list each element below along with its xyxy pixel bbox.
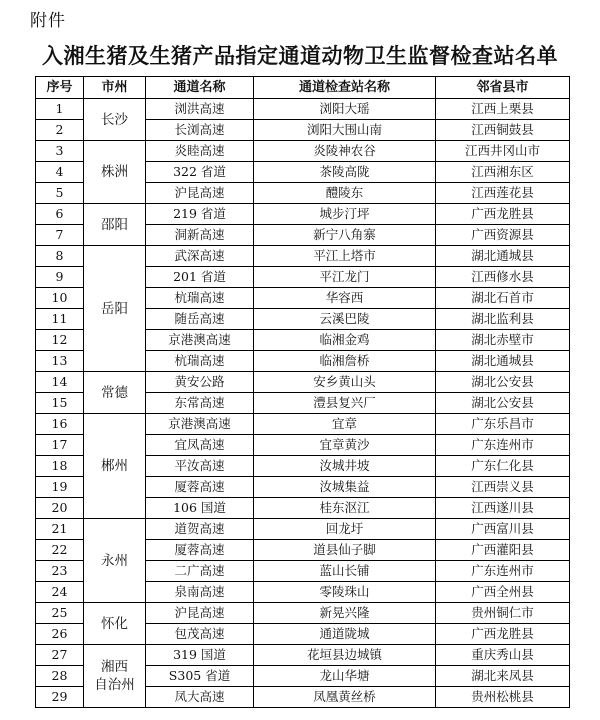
neighbor-county: 江西莲花县	[436, 183, 570, 204]
checkpoint-name: 临湘詹桥	[254, 351, 436, 372]
row-index: 14	[36, 372, 84, 393]
row-index: 7	[36, 225, 84, 246]
checkpoint-name: 通道陇城	[254, 624, 436, 645]
channel-name: 二广高速	[146, 561, 254, 582]
neighbor-county: 贵州松桃县	[436, 687, 570, 708]
neighbor-county: 湖北来凤县	[436, 666, 570, 687]
neighbor-county: 湖北通城县	[436, 246, 570, 267]
city-name: 怀化	[101, 615, 128, 632]
city-cell	[84, 246, 146, 372]
table-row	[36, 204, 570, 225]
channel-name: 随岳高速	[146, 309, 254, 330]
checkpoint-name: 汝城集益	[254, 477, 436, 498]
row-index: 2	[36, 120, 84, 141]
channel-name: 东常高速	[146, 393, 254, 414]
neighbor-county: 江西井冈山市	[436, 141, 570, 162]
neighbor-county: 湖北公安县	[436, 372, 570, 393]
channel-name: 厦蓉高速	[146, 540, 254, 561]
neighbor-county: 广西全州县	[436, 582, 570, 603]
row-index: 21	[36, 519, 84, 540]
city-name: 郴州	[101, 458, 128, 474]
row-index: 12	[36, 330, 84, 351]
checkpoint-name: 龙山华塘	[254, 666, 436, 687]
checkpoint-name: 云溪巴陵	[254, 309, 436, 330]
checkpoint-name: 浏阳大瑶	[254, 99, 436, 120]
checkpoint-name: 炎陵神农谷	[254, 141, 436, 162]
row-index: 28	[36, 666, 84, 687]
table-row	[36, 519, 570, 540]
checkpoint-name: 城步汀坪	[254, 204, 436, 225]
channel-name: 炎睦高速	[146, 141, 254, 162]
city-cell	[84, 645, 146, 708]
channel-name: 平汝高速	[146, 456, 254, 477]
channel-name: 319 国道	[146, 645, 254, 666]
table-row	[36, 246, 570, 267]
channel-name: 219 省道	[146, 204, 254, 225]
channel-name: 京港澳高速	[146, 414, 254, 435]
row-index: 16	[36, 414, 84, 435]
city-cell	[84, 519, 146, 603]
row-index: 29	[36, 687, 84, 708]
table-row	[36, 141, 570, 162]
row-index: 23	[36, 561, 84, 582]
row-index: 1	[36, 99, 84, 120]
table-row	[36, 603, 570, 624]
neighbor-county: 广西灌阳县	[436, 540, 570, 561]
checkpoint-name: 回龙圩	[254, 519, 436, 540]
document-title: 入湘生猪及生猪产品指定通道动物卫生监督检查站名单	[42, 43, 558, 68]
channel-name: 沪昆高速	[146, 183, 254, 204]
channel-name: 黄安公路	[146, 372, 254, 393]
channel-name: 宜凤高速	[146, 435, 254, 456]
checkpoint-name: 新晃兴隆	[254, 603, 436, 624]
neighbor-county: 广东连州市	[436, 435, 570, 456]
channel-name: 京港澳高速	[146, 330, 254, 351]
row-index: 8	[36, 246, 84, 267]
checkpoint-table	[35, 76, 570, 708]
neighbor-county: 江西遂川县	[436, 498, 570, 519]
checkpoint-name: 零陵珠山	[254, 582, 436, 603]
checkpoint-name: 安乡黄山头	[254, 372, 436, 393]
checkpoint-name: 宜章	[254, 414, 436, 435]
table-row	[36, 99, 570, 120]
city-name: 邵阳	[101, 216, 128, 233]
checkpoint-name: 茶陵高陇	[254, 162, 436, 183]
row-index: 18	[36, 456, 84, 477]
channel-name: 洞新高速	[146, 225, 254, 246]
channel-name: 浏洪高速	[146, 99, 254, 120]
city-name: 永州	[101, 552, 128, 569]
checkpoint-name: 澧县复兴厂	[254, 393, 436, 414]
city-name: 自治州	[94, 677, 135, 693]
neighbor-county: 江西崇义县	[436, 477, 570, 498]
channel-name: 凤大高速	[146, 687, 254, 708]
city-cell	[84, 204, 146, 246]
checkpoint-name: 花垣县边城镇	[254, 645, 436, 666]
row-index: 15	[36, 393, 84, 414]
city-name: 岳阳	[101, 300, 128, 317]
neighbor-county: 重庆秀山县	[436, 645, 570, 666]
header-index: 序号	[36, 77, 84, 99]
row-index: 9	[36, 267, 84, 288]
attachment-label: 附件	[30, 11, 66, 31]
channel-name: 包茂高速	[146, 624, 254, 645]
channel-name: 201 省道	[146, 267, 254, 288]
row-index: 6	[36, 204, 84, 225]
channel-name: 杭瑞高速	[146, 288, 254, 309]
neighbor-county: 广东乐昌市	[436, 414, 570, 435]
table-row	[36, 414, 570, 435]
channel-name: S305 省道	[146, 666, 254, 687]
row-index: 5	[36, 183, 84, 204]
row-index: 10	[36, 288, 84, 309]
row-index: 13	[36, 351, 84, 372]
city-name: 株洲	[101, 164, 128, 180]
table-row	[36, 372, 570, 393]
neighbor-county: 湖北公安县	[436, 393, 570, 414]
city-cell	[84, 603, 146, 645]
neighbor-county: 广西龙胜县	[436, 204, 570, 225]
neighbor-county: 湖北通城县	[436, 351, 570, 372]
checkpoint-name: 汝城井坡	[254, 456, 436, 477]
checkpoint-name: 宜章黄沙	[254, 435, 436, 456]
row-index: 4	[36, 162, 84, 183]
channel-name: 沪昆高速	[146, 603, 254, 624]
checkpoint-name: 平江龙门	[254, 267, 436, 288]
checkpoint-name: 道县仙子脚	[254, 540, 436, 561]
row-index: 27	[36, 645, 84, 666]
channel-name: 厦蓉高速	[146, 477, 254, 498]
city-cell	[84, 414, 146, 519]
neighbor-county: 广西龙胜县	[436, 624, 570, 645]
checkpoint-name: 浏阳大围山南	[254, 120, 436, 141]
channel-name: 杭瑞高速	[146, 351, 254, 372]
table-row	[36, 645, 570, 666]
neighbor-county: 广东连州市	[436, 561, 570, 582]
header-city: 市州	[84, 77, 146, 99]
row-index: 22	[36, 540, 84, 561]
channel-name: 道贺高速	[146, 519, 254, 540]
header-neighbor-county: 邻省县市	[436, 77, 570, 99]
neighbor-county: 江西修水县	[436, 267, 570, 288]
city-cell	[84, 99, 146, 141]
channel-name: 322 省道	[146, 162, 254, 183]
city-name: 湘西	[101, 659, 128, 675]
neighbor-county: 江西铜鼓县	[436, 120, 570, 141]
neighbor-county: 湖北监利县	[436, 309, 570, 330]
row-index: 24	[36, 582, 84, 603]
row-index: 20	[36, 498, 84, 519]
neighbor-county: 广东仁化县	[436, 456, 570, 477]
neighbor-county: 广西资源县	[436, 225, 570, 246]
city-name: 长沙	[101, 111, 128, 128]
checkpoint-name: 蓝山长铺	[254, 561, 436, 582]
checkpoint-name: 平江上塔市	[254, 246, 436, 267]
header-channel-name: 通道名称	[146, 77, 254, 99]
checkpoint-name: 桂东沤江	[254, 498, 436, 519]
checkpoint-name: 凤凰黄丝桥	[254, 687, 436, 708]
checkpoint-name: 醴陵东	[254, 183, 436, 204]
table-body	[36, 99, 570, 708]
neighbor-county: 湖北石首市	[436, 288, 570, 309]
channel-name: 泉南高速	[146, 582, 254, 603]
channel-name: 长浏高速	[146, 120, 254, 141]
city-cell	[84, 372, 146, 414]
city-cell	[84, 141, 146, 204]
row-index: 26	[36, 624, 84, 645]
neighbor-county: 江西湘东区	[436, 162, 570, 183]
row-index: 11	[36, 309, 84, 330]
checkpoint-name: 华容西	[254, 288, 436, 309]
table-header-row	[36, 77, 570, 99]
row-index: 17	[36, 435, 84, 456]
row-index: 25	[36, 603, 84, 624]
checkpoint-name: 新宁八角寨	[254, 225, 436, 246]
checkpoint-name: 临湘金鸡	[254, 330, 436, 351]
neighbor-county: 广西富川县	[436, 519, 570, 540]
neighbor-county: 江西上栗县	[436, 99, 570, 120]
channel-name: 武深高速	[146, 246, 254, 267]
neighbor-county: 贵州铜仁市	[436, 603, 570, 624]
channel-name: 106 国道	[146, 498, 254, 519]
row-index: 19	[36, 477, 84, 498]
city-name: 常德	[101, 384, 128, 401]
row-index: 3	[36, 141, 84, 162]
header-checkpoint-name: 通道检查站名称	[254, 77, 436, 99]
neighbor-county: 湖北赤壁市	[436, 330, 570, 351]
